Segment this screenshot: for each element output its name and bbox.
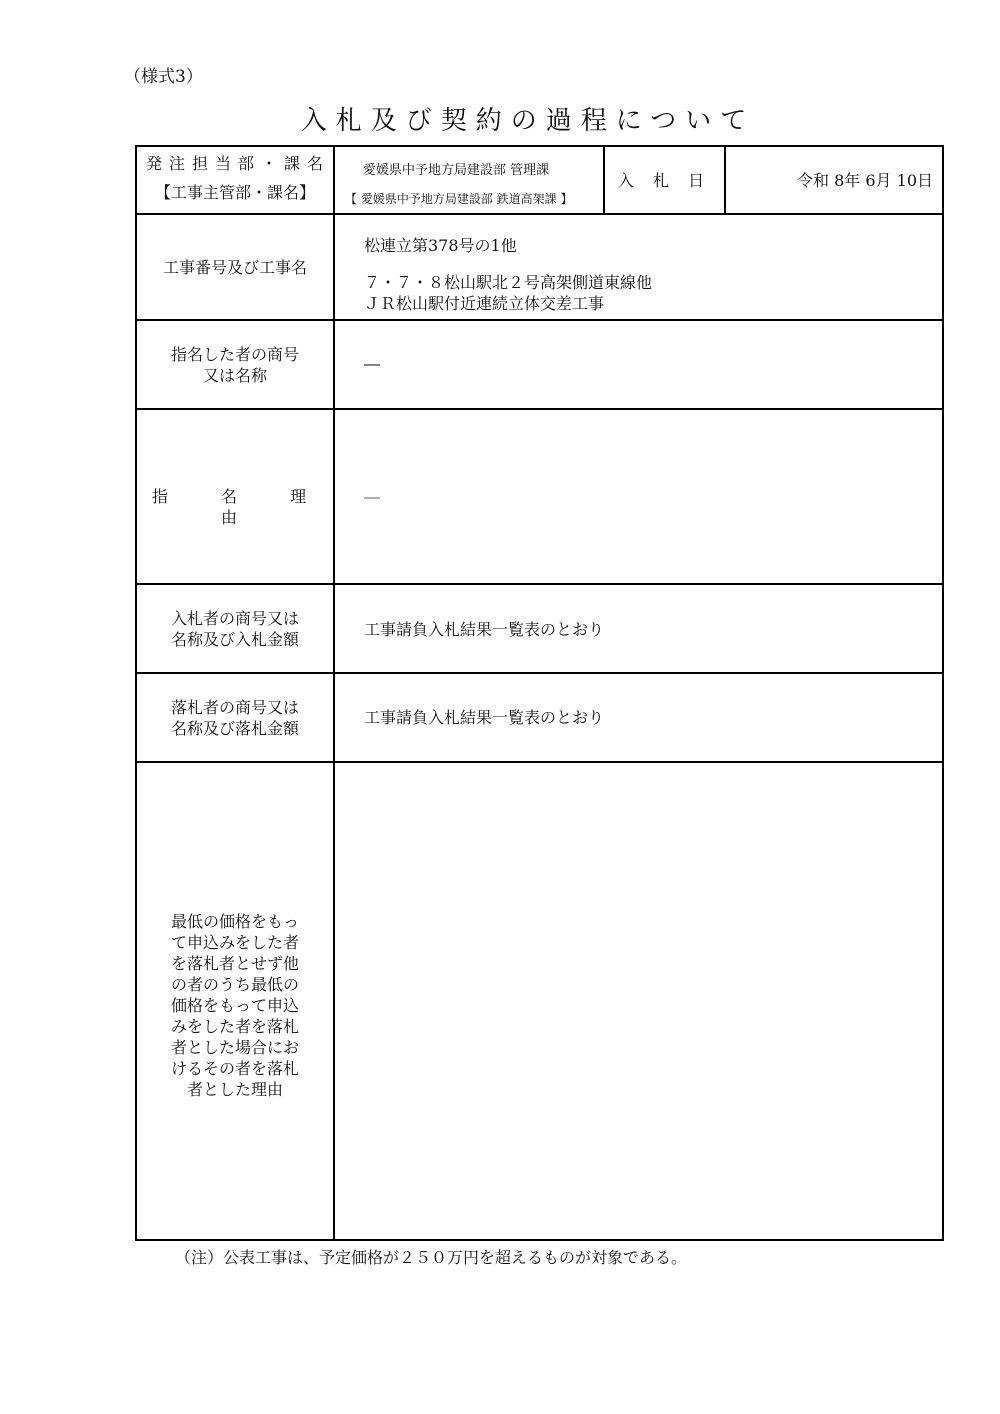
exception-label-line: 価格をもって申込 [170, 996, 299, 1015]
winner-label [137, 697, 333, 739]
exception-label-line: けるその者を落札 [170, 1059, 299, 1078]
reason-label: 指 名 理 由 [151, 487, 331, 527]
winner-value: 工事請負入札結果一覧表のとおり [364, 708, 605, 727]
project-label: 工事番号及び工事名 [162, 258, 307, 277]
exception-label-line: 者とした理由 [186, 1080, 283, 1099]
nominee-value: ― [364, 354, 380, 373]
process-table [135, 145, 944, 1241]
nominee-label-line1: 指名した者の商号 [170, 345, 299, 364]
dept-value [335, 160, 603, 210]
winner-label-line2: 名称及び落札金額 [170, 719, 299, 738]
exception-label-line: て申込みをした者 [170, 933, 299, 952]
project-number: 松連立第378号の1他 [364, 236, 517, 255]
exception-label-line: 最低の価格をもっ [170, 912, 299, 931]
dept-value-line1: 愛媛県中予地方局建設部 管理課 [363, 163, 550, 178]
table-divider [333, 147, 335, 1241]
bidders-label-line1: 入札者の商号又は [170, 609, 299, 628]
footnote: （注）公表工事は、予定価格が２５０万円を超えるものが対象である。 [175, 1248, 688, 1267]
bidders-label-line2: 名称及び入札金額 [170, 630, 299, 649]
exception-label-line: を落札者とせず他 [170, 954, 299, 973]
bid-date-label: 入 札 日 [617, 171, 712, 190]
table-divider [137, 408, 944, 410]
page-title: 入札及び契約の過程について [300, 106, 756, 136]
exception-label [137, 911, 333, 1100]
table-divider [137, 583, 944, 585]
exception-label-line: の者のうち最低の [170, 975, 299, 994]
nominee-label-line2: 又は名称 [202, 366, 267, 385]
dept-value-line2: 【 愛媛県中予地方局建設部 鉄道高架課 】 [345, 192, 573, 206]
bid-date-value: 令和 8年 6月 10日 [797, 171, 933, 190]
dept-label-line1: 発注担当部・課名 [145, 154, 330, 173]
dept-label [137, 153, 333, 203]
table-divider [137, 761, 944, 763]
winner-label-line1: 落札者の商号又は [170, 698, 299, 717]
bidders-value: 工事請負入札結果一覧表のとおり [364, 620, 605, 639]
project-name-line1: ７・７・８松山駅北２号高架側道東線他 [364, 273, 653, 292]
exception-label-line: 者とした場合にお [170, 1038, 299, 1057]
table-divider [137, 672, 944, 674]
reason-value: ― [364, 487, 380, 506]
project-name-line2: ＪＲ松山駅付近連続立体交差工事 [364, 294, 605, 313]
exception-label-line: みをした者を落札 [170, 1017, 299, 1036]
form-number: （様式3） [124, 67, 203, 87]
table-divider [137, 319, 944, 321]
bidders-label [137, 608, 333, 650]
table-divider [137, 213, 944, 215]
dept-label-line2: 【工事主管部・課名】 [154, 183, 315, 202]
nominee-label [137, 344, 333, 386]
